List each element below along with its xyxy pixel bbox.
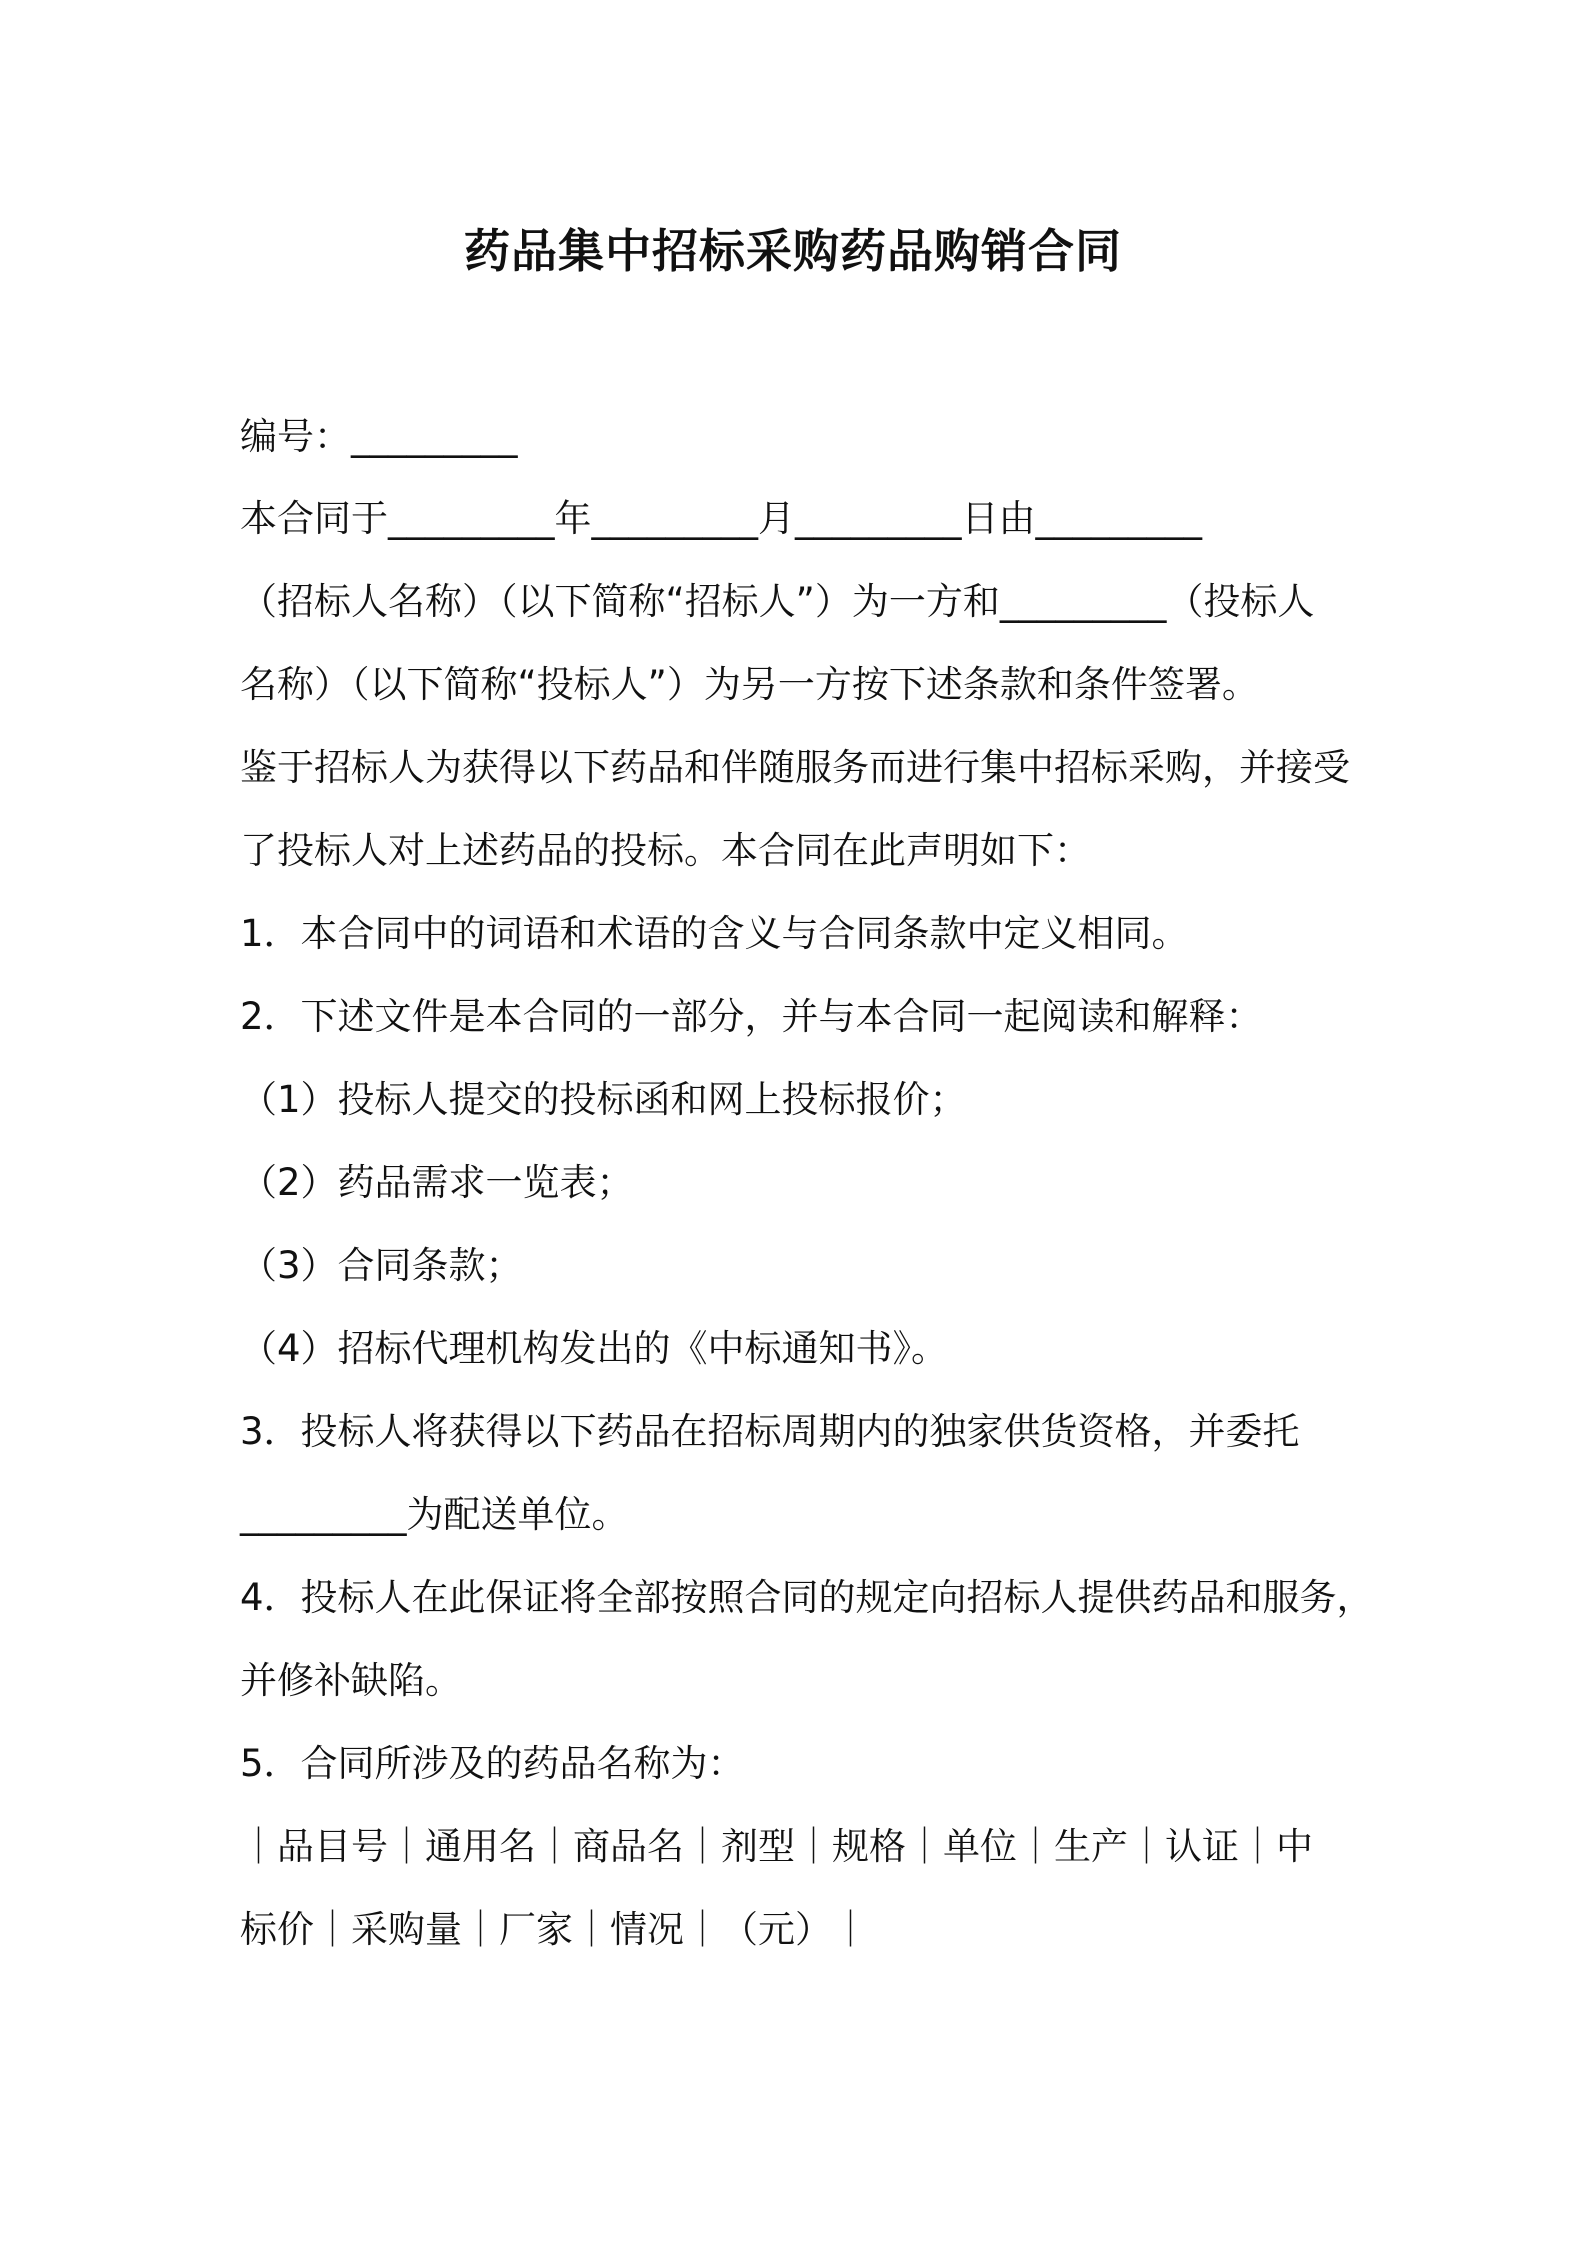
clause-2: 2．下述文件是本合同的一部分，并与本合同一起阅读和解释： <box>240 995 1263 1038</box>
parties-line-2: 名称）（以下简称“投标人”）为另一方按下述条款和条件签署。 <box>240 663 1259 706</box>
clause-2-item-2: （2）药品需求一览表； <box>240 1161 634 1204</box>
drug-table-header-line-1: ｜品目号｜通用名｜商品名｜剂型｜规格｜单位｜生产｜认证｜中 <box>240 1825 1313 1868</box>
clause-2-item-4: （4）招标代理机构发出的《中标通知书》。 <box>240 1327 949 1370</box>
clause-2-item-1: （1）投标人提交的投标函和网上投标报价； <box>240 1078 967 1121</box>
clause-1: 1．本合同中的词语和术语的含义与合同条款中定义相同。 <box>240 912 1189 955</box>
contract-date-line: 本合同于_________年_________月_________日由_________ <box>240 497 1202 540</box>
contract-number-line: 编号：_________ <box>240 415 518 458</box>
recital-line-1: 鉴于招标人为获得以下药品和伴随服务而进行集中招标采购，并接受 <box>240 746 1350 789</box>
clause-5: 5．合同所涉及的药品名称为： <box>240 1742 745 1785</box>
clause-4-line-2: 并修补缺陷。 <box>240 1659 462 1702</box>
clause-3-line-2: _________为配送单位。 <box>240 1493 629 1536</box>
parties-line-1: （招标人名称）（以下简称“招标人”）为一方和_________（投标人 <box>240 580 1315 623</box>
clause-4-line-1: 4．投标人在此保证将全部按照合同的规定向招标人提供药品和服务， <box>240 1576 1374 1619</box>
clause-2-item-3: （3）合同条款； <box>240 1244 523 1287</box>
clause-3-line-1: 3．投标人将获得以下药品在招标周期内的独家供货资格，并委托 <box>240 1410 1300 1453</box>
drug-table-header-line-2: 标价｜采购量｜厂家｜情况｜（元）｜ <box>240 1908 869 1951</box>
document-title: 药品集中招标采购药品购销合同 <box>464 224 1122 278</box>
recital-line-2: 了投标人对上述药品的投标。本合同在此声明如下： <box>240 829 1091 872</box>
